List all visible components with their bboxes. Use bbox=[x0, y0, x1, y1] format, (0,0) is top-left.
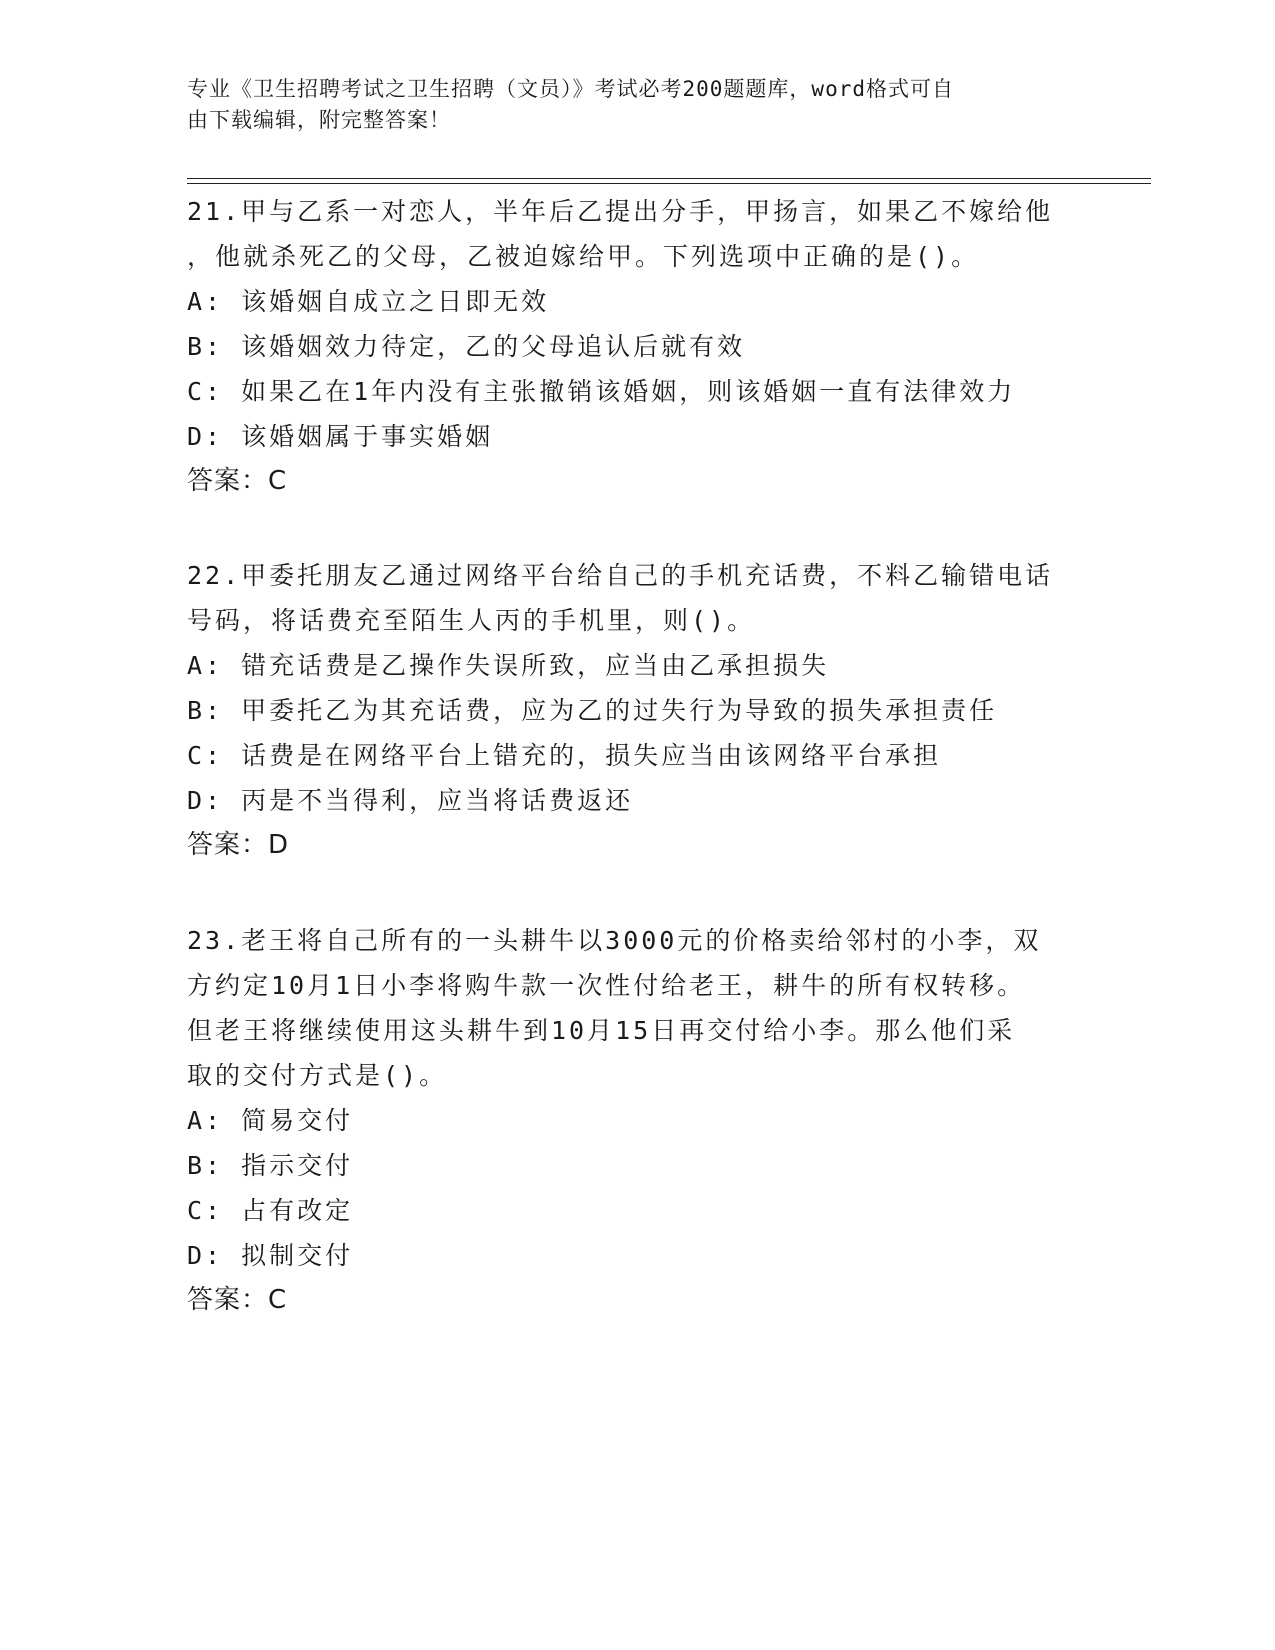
header-line-2: 由下载编辑，附完整答案！ bbox=[187, 108, 451, 132]
option-c: C: 占有改定 bbox=[187, 1196, 354, 1225]
answer: 答案：C bbox=[187, 466, 288, 496]
option-b: B: 该婚姻效力待定，乙的父母追认后就有效 bbox=[187, 332, 746, 361]
header-divider-top bbox=[187, 178, 1151, 179]
question-21 bbox=[187, 189, 1087, 504]
question-23 bbox=[187, 918, 1087, 1323]
header-line-1: 专业《卫生招聘考试之卫生招聘（文员）》考试必考200题题库，word格式可自 bbox=[187, 77, 954, 101]
option-c: C: 如果乙在1年内没有主张撤销该婚姻，则该婚姻一直有法律效力 bbox=[187, 377, 1016, 406]
question-22 bbox=[187, 553, 1087, 868]
option-a: A: 简易交付 bbox=[187, 1106, 354, 1135]
option-b: B: 甲委托乙为其充话费，应为乙的过失行为导致的损失承担责任 bbox=[187, 696, 998, 725]
question-stem-line: 23.老王将自己所有的一头耕牛以3000元的价格卖给邻村的小李，双 bbox=[187, 926, 1042, 955]
question-stem-line: 取的交付方式是()。 bbox=[187, 1061, 448, 1090]
option-b: B: 指示交付 bbox=[187, 1151, 354, 1180]
question-stem-line: 21.甲与乙系一对恋人，半年后乙提出分手，甲扬言，如果乙不嫁给他 bbox=[187, 197, 1054, 226]
question-stem-line: 但老王将继续使用这头耕牛到10月15日再交付给小李。那么他们采 bbox=[187, 1016, 1016, 1045]
answer: 答案：C bbox=[187, 1285, 288, 1315]
option-a: A: 该婚姻自成立之日即无效 bbox=[187, 287, 550, 316]
question-stem-line: 号码，将话费充至陌生人丙的手机里，则()。 bbox=[187, 606, 756, 635]
question-stem-line: 方约定10月1日小李将购牛款一次性付给老王，耕牛的所有权转移。 bbox=[187, 971, 1026, 1000]
header-divider-bottom bbox=[187, 183, 1151, 184]
option-d: D: 该婚姻属于事实婚姻 bbox=[187, 422, 494, 451]
option-c: C: 话费是在网络平台上错充的，损失应当由该网络平台承担 bbox=[187, 741, 942, 770]
option-d: D: 丙是不当得利，应当将话费返还 bbox=[187, 786, 634, 815]
option-d: D: 拟制交付 bbox=[187, 1241, 354, 1270]
option-a: A: 错充话费是乙操作失误所致，应当由乙承担损失 bbox=[187, 651, 830, 680]
question-stem-line: 22.甲委托朋友乙通过网络平台给自己的手机充话费，不料乙输错电话 bbox=[187, 561, 1054, 590]
answer: 答案：D bbox=[187, 830, 290, 860]
document-header bbox=[187, 74, 1067, 136]
question-stem-line: ，他就杀死乙的父母，乙被迫嫁给甲。下列选项中正确的是()。 bbox=[187, 242, 980, 271]
